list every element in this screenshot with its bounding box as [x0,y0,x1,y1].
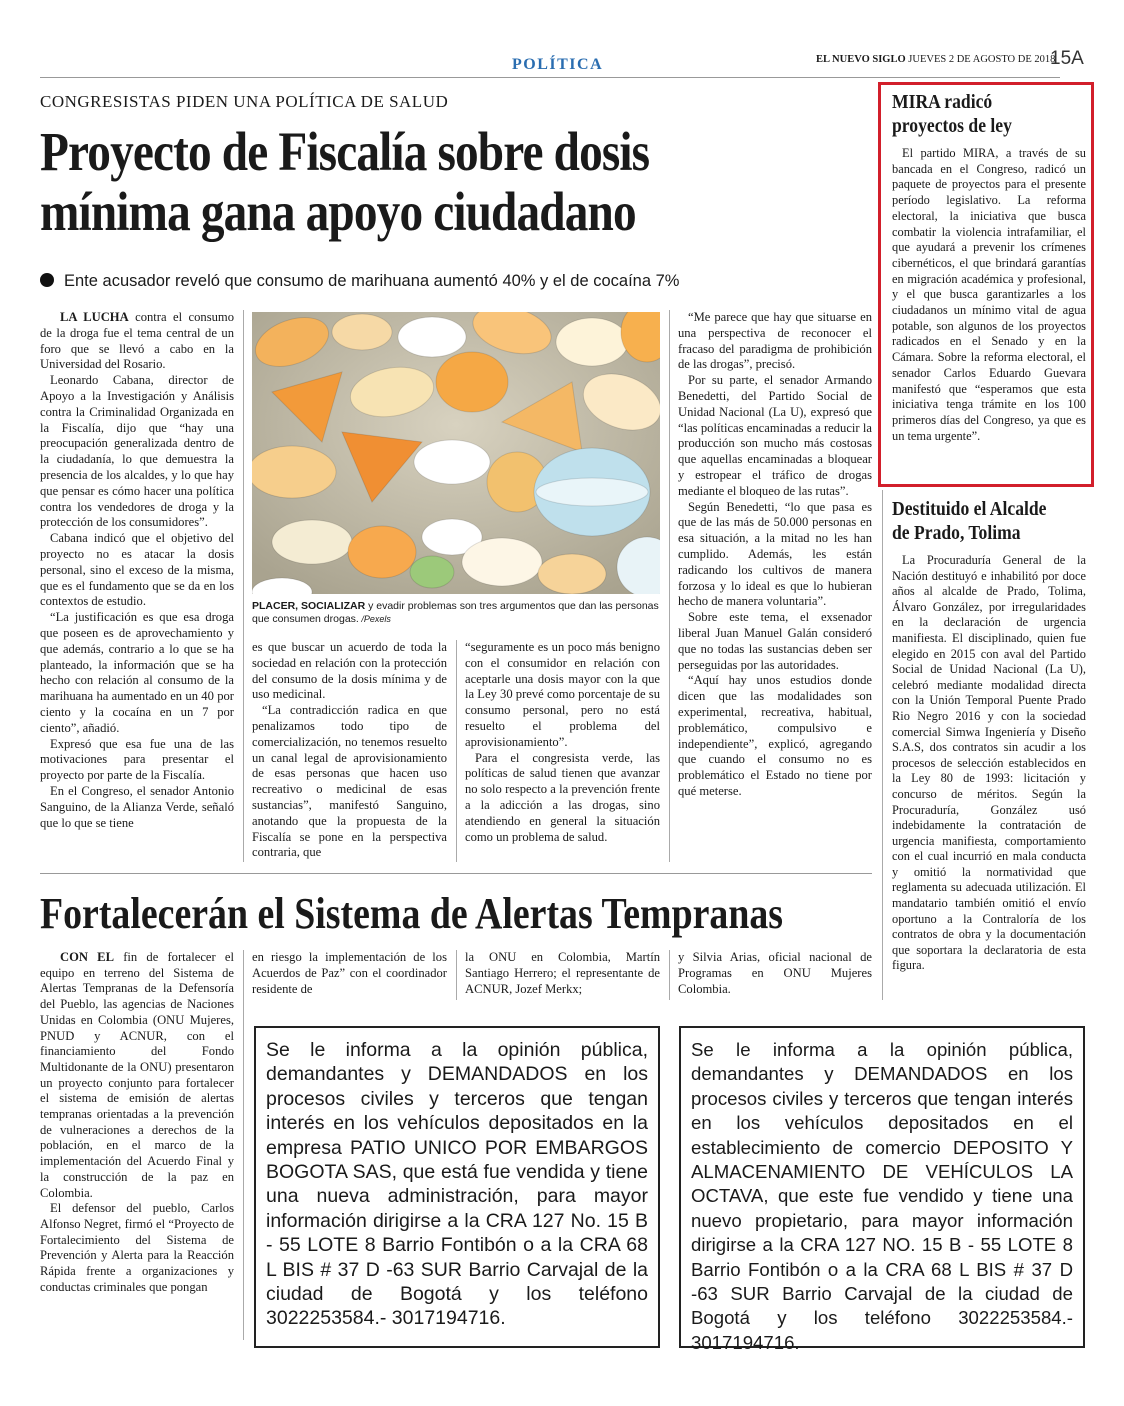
prado-title-line-1: Destituido el Alcalde [892,498,1047,520]
paragraph: En el Congreso, el senador Antonio Sanguino, de la Alianza Verde, señaló que lo que se tiene [40,783,234,830]
article-subhead [40,272,679,291]
paragraph: “Aquí hay unos estudios donde dicen que las modalidades son experimental, recreativa, habitual, problemático, compulsivo e independiente”, explicó, agregando que cuando el consumo no es problemático el Estado no tiene por qué meterse. [678,673,872,798]
notice-text: Se le informa a la opinión pública, demandantes y DEMANDADOS en los procesos civiles y terceros que tengan interés en los vehículos depositados en la empresa PATIO UNICO POR EMBARGOS BOGOTA SAS, que está fue vendida y tiene una nueva administración, para mayor información dirigirse a la CRA 127 No. 15 B - 55 LOTE 8 Barrio Fontibón o a la CRA 68 L BIS # 37 D -63 SUR Barrio Carvajal de la ciudad de Bogotá y los teléfono 3022253584.- 3017194716. [266,1039,648,1330]
article-column-3 [465,640,660,845]
lead-in: CON EL [60,950,114,964]
article-column-2 [252,640,447,861]
article2-column-2 [252,950,447,997]
paragraph: Cabana indicó que el objetivo del proyecto no es atacar la dosis personal, sino el exceso de la misma, que es el fundamento que se da en los contextos de estudio. [40,531,234,609]
article2-column-4 [678,950,872,997]
paragraph: Sobre este tema, el exsenador liberal Juan Manuel Galán consideró que no todas las sustancias deben ser perseguidas por las autoridades. [678,610,872,672]
section-label: POLÍTICA [512,56,604,73]
column-divider [669,310,670,862]
page-number: 15A [1050,48,1084,69]
section-rule [40,873,872,874]
column-divider [456,640,457,862]
paragraph: “Me parece que hay que situarse en una perspectiva de reconocer el fracaso del paradigma de prohibición de las drogas”, precisó. [678,310,872,372]
article-headline [40,122,745,242]
paragraph: contra el consumo de la droga fue el tema central de un foro que se llevó a cabo en la Universidad del Rosario. [40,310,234,372]
lead-in: LA LUCHA [60,310,129,324]
mira-title-line-2: proyectos de ley [892,115,1012,137]
notice-text: Se le informa a la opinión pública, demandantes y DEMANDADOS en los procesos civiles y terceros que tengan interés en los vehículos depositados en el establecimiento de comercio DEPOSITO Y ALMACENAMIENTO DE VEHÍCULOS LA OCTAVA, que este fue vendido y tiene una nuevo propietario, para mayor información dirigirse a la CRA 127 NO. 15 B - 55 LOTE 8 Barrio Fontibón o a la CRA 68 L BIS # 37 D -63 SUR Barrio Carvajal de la ciudad de Bogotá y los teléfono 3022253584.- 3017194716. [691,1039,1073,1353]
sidebar-divider [882,490,883,1000]
prado-brief [892,497,1086,974]
mira-title [892,90,1063,138]
bullet-icon [40,273,54,287]
subhead-text: Ente acusador reveló que consumo de marihuana aumentó 40% y el de cocaína 7% [64,272,680,290]
paragraph: fin de fortalecer el equipo en terreno del Sistema de Alertas Tempranas de la Defensoría del Pueblo, las agencias de Naciones Unidas en Colombia (ONU Mujeres, PNUD y ACNUR, con el financiamiento del Fondo Multidonante de la ONU) presentaron un proyecto conjunto para fortalecer el sistema de emisión de alertas tempranas orientadas a la prevención de vulneraciones a derechos de la población, en el marco de la implementación del Acuerdo Final y la construcción de la paz en Colombia. [40,950,235,1200]
article-column-1 [40,310,234,831]
legal-notice-left [254,1026,660,1348]
paragraph: “La justificación es que esa droga que poseen es de aprovechamiento y que además, contrario a lo que se ha planteado, la información que se ha hecho con relación al consumo de la marihuana ha aumentado en un 40 por ciento y la cocaína en un 7 por ciento”, añadió. [40,610,234,735]
paragraph: Por su parte, el senador Armando Benedetti, del Partido Social de Unidad Nacional (La U), expresó que “las políticas encaminadas a reducir la producción son mucho más costosas que aquellas encaminadas a bloquear y estropear el tráfico de drogas mediante el bloqueo de las rutas”. [678,373,872,498]
mira-title-line-1: MIRA radicó [892,91,993,113]
caption-lead: PLACER, SOCIALIZAR [252,600,366,612]
paragraph: “seguramente es un poco más benigno con el consumidor en relación con aceptarle una dosis mayor con la que la Ley 30 prevé como porcentaje de su consumo personal, pero no está resuelto el problema del aprovisionamiento”. [465,640,660,749]
issue-date: JUEVES 2 DE AGOSTO DE 2018 [908,54,1056,65]
mira-body [892,146,1086,444]
paragraph: Leonardo Cabana, director de Apoyo a la Investigación y Análisis contra la Criminalidad Organizada en la Fiscalía, dijo que “hay una preocupación generalizada dentro de la ciudadanía, lo que demuestra la presencia de los alcaldes, y lo que hay que pensar es cómo hacer una política contra los vendedores de droga y la protección de los consumidores”. [40,373,234,530]
caption-credit: /Pexels [358,614,391,624]
article2-column-1 [40,950,234,1295]
headline-line-2: mínima gana apoyo ciudadano [40,181,636,242]
prado-title [892,497,1063,545]
paragraph: la ONU en Colombia, Martín Santiago Herrero; el representante de ACNUR, Jozef Merkx; [465,950,660,996]
paragraph: La Procuraduría General de la Nación destituyó e inhabilitó por doce años al alcalde de Prado, Tolima, Álvaro González, por irregularidades en la declaración de urgencia manifiesta. El disciplinado, quien fue elegido en 2015 con aval del Partido Social de Unidad Nacional (La U), celebró mediante modalidad directa con la Unión Temporal Puente Prado Rio Negro 2016 y con la sociedad comercial Simwa Ingeniería y Diseño S.A.S, dos contratos sin acudir a los procesos de selección establecidos en la Ley 80 de 1993: licitación y concurso de méritos. Según la Procuraduría, González usó indebidamente la contratación de urgencia manifiesta, comportamiento con el cual incurrió en mala conducta y omitió la normatividad que reglamenta su adecuada utilización. El mandatario también omitió el envío oportuno a la Contraloría de los contratos de obra y la documentación que soportara la declaratoria de esta figura. [892,553,1086,973]
prado-body [892,553,1086,974]
paragraph: Según Benedetti, “lo que pasa es que de las más de 50.000 personas en esa situación, a la mitad no les han cumplido. Además, les están radicando los cultivos de manera forzosa y lo ideal es que lo hubieran hecho de manera voluntaria”. [678,499,872,609]
column-divider [669,950,670,1000]
paragraph: “La contradicción radica en que penalizamos todo tipo de comercialización, no tenemos resuelto un canal legal de aprovisionamiento de esas personas que hacen uso recreativo o medicinal de esas sustancias”, manifestó Sanguino, anotando que la propuesta de la Fiscalía se pone en la perspectiva contraria, que [252,703,447,860]
column-divider [243,950,244,1340]
legal-notice-right [679,1026,1085,1353]
article2-column-3 [465,950,660,997]
article-kicker: CONGRESISTAS PIDEN UNA POLÍTICA DE SALUD [40,92,449,111]
pills-image [252,312,660,594]
paragraph: Para el congresista verde, las políticas de salud tienen que avanzar no solo respecto a la prevención frente a la adicción a las drogas, sino atendiendo en general la situación como un problema de salud. [465,750,660,844]
paragraph: Expresó que esa fue una de las motivaciones para presentar el proyecto por parte de la Fiscalía. [40,736,234,783]
paragraph: en riesgo la implementación de los Acuerdos de Paz” con el coordinador residente de [252,950,447,996]
caption-text: y evadir problemas son tres argumentos que dan las personas que consumen drogas. [252,600,659,625]
article-column-4 [678,310,872,800]
paragraph: El partido MIRA, a través de su bancada en el Congreso, radicó un paquete de proyectos para el presente período legislativo. La reforma electoral, la iniciativa que busca combatir la violencia intrafamiliar, el que ayudará a prevenir los crímenes cibernéticos, el que brindará garantías en migración académica y profesional, y el que busca garantizarles a los ciudadanos un mínimo vital de agua potable, son algunos de los proyectos radicados en el Senado y en la Cámara. Sobre la reforma electoral, el senador Carlos Eduardo Guevara manifestó que “esperamos que esta iniciativa tenga trámite en los 100 primeros días del Congreso, ya que es un tema urgente”. [892,146,1086,443]
headline-line-1: Proyecto de Fiscalía sobre dosis [40,121,650,182]
paragraph: y Silvia Arias, oficial nacional de Programas en ONU Mujeres Colombia. [678,950,872,996]
article2-headline: Fortalecerán el Sistema de Alertas Tempranas [40,889,784,938]
paragraph: El defensor del pueblo, Carlos Alfonso Negret, firmó el “Proyecto de Fortalecimiento del Sistema de Prevención y Alerta para la Reacción Rápida frente a organizaciones y conductas criminales que pongan [40,1201,234,1294]
publication-info [816,54,1055,65]
mira-brief [892,90,1086,444]
column-divider [456,950,457,1000]
prado-title-line-2: de Prado, Tolima [892,522,1021,544]
column-divider [243,310,244,862]
photo-caption [252,600,662,626]
newspaper-name: EL NUEVO SIGLO [816,54,906,65]
pills-photo [252,312,660,594]
paragraph: es que buscar un acuerdo de toda la sociedad en relación con la protección del consumo de la dosis mínima y de uso medicinal. [252,640,447,702]
header-rule [40,77,1060,78]
